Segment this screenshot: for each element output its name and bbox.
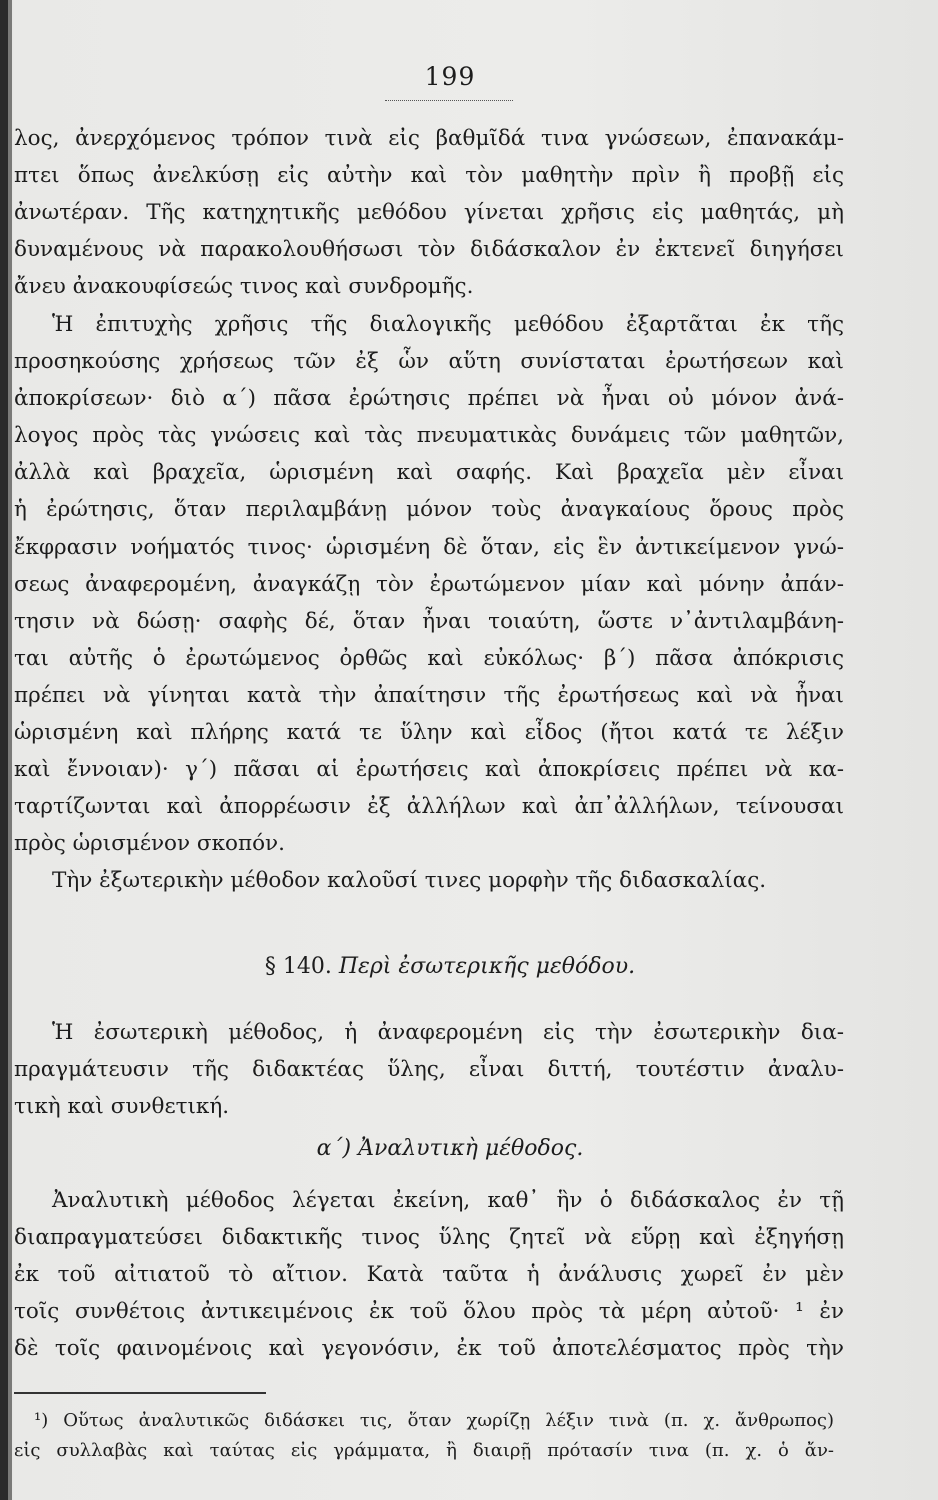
text-line: ἐκ τοῦ αἰτιατοῦ τὸ αἴτιον. Κατὰ ταῦτα ἡ ἀνάλυσις χωρεῖ ἐν μὲν	[14, 1262, 844, 1287]
text-line: Τὴν ἐξωτερικὴν μέθοδον καλοῦσί τινες μορφὴν τῆς διδασκαλίας.	[52, 868, 767, 893]
text-line: καὶ ἔννοιαν)· γ΄) πᾶσαι αἱ ἐρωτήσεις καὶ ἀποκρίσεις πρέπει νὰ κα-	[14, 757, 844, 782]
text-line: ὡρισμένη καὶ πλήρης κατά τε ὕλην καὶ εἶδος (ἤτοι κατά τε λέξιν	[14, 720, 844, 745]
text-line: πρέπει νὰ γίνηται κατὰ τὴν ἀπαίτησιν τῆς ἐρωτήσεως καὶ νὰ ἦναι	[14, 683, 844, 708]
text-line: προσηκούσης χρήσεως τῶν ἐξ ὧν αὕτη συνίσταται ἐρωτήσεων καὶ	[14, 349, 844, 374]
text-line: διαπραγματεύσει διδακτικῆς τινος ὕλης ζητεῖ νὰ εὕρῃ καὶ ἐξηγήσῃ	[14, 1225, 844, 1250]
text-line: ἡ ἐρώτησις, ὅταν περιλαμβάνῃ μόνον τοὺς ἀναγκαίους ὅρους πρὸς	[14, 497, 844, 522]
book-spine-shadow	[0, 0, 8, 1500]
text-line: τησιν νὰ δώσῃ· σαφὴς δέ, ὅταν ἦναι τοιαύτη, ὥστε ν᾽ἀντιλαμβάνη-	[14, 609, 844, 634]
text-line: πτει ὅπως ἀνελκύσῃ εἰς αὐτὴν καὶ τὸν μαθητὴν πρὶν ἢ προβῇ εἰς	[14, 163, 844, 188]
text-line: πρὸς ὡρισμένον σκοπόν.	[14, 831, 285, 856]
text-line: τοῖς συνθέτοις ἀντικειμένοις ἐκ τοῦ ὅλου πρὸς τὰ μέρη αὐτοῦ· ¹ ἐν	[14, 1299, 844, 1324]
text-line: δὲ τοῖς φαινομένοις καὶ γεγονόσιν, ἐκ τοῦ ἀποτελέσματος πρὸς τὴν	[14, 1336, 844, 1361]
text-line: δυναμένους νὰ παρακολουθήσωσι τὸν διδάσκαλον ἐν ἐκτενεῖ διηγήσει	[14, 237, 844, 262]
text-line: Ἀναλυτικὴ μέθοδος λέγεται ἐκείνη, καθ᾽ ἣν ὁ διδάσκαλος ἐν τῇ	[52, 1188, 844, 1213]
page-number-rule	[385, 100, 513, 101]
text-line: ἀλλὰ καὶ βραχεῖα, ὡρισμένη καὶ σαφής. Καὶ βραχεῖα μὲν εἶναι	[14, 460, 844, 485]
text-line: τικὴ καὶ συνθετική.	[14, 1094, 230, 1119]
text-line: πραγμάτευσιν τῆς διδακτέας ὕλης, εἶναι διττή, τουτέστιν ἀναλυ-	[14, 1057, 844, 1082]
text-line: ἄνευ ἀνακουφίσεώς τινος καὶ συνδρομῆς.	[14, 274, 474, 299]
text-line: ταρτίζωνται καὶ ἀπορρέωσιν ἐξ ἀλλήλων καὶ ἀπ᾽ἀλλήλων, τείνουσαι	[14, 794, 844, 819]
book-spine-edge	[8, 0, 12, 1500]
page-number: 199	[424, 62, 476, 91]
text-line: σεως ἀναφερομένη, ἀναγκάζῃ τὸν ἐρωτώμενον μίαν καὶ μόνην ἀπάν-	[14, 572, 844, 597]
footnote-line: εἰς συλλαβὰς καὶ ταύτας εἰς γράμματα, ἢ διαιρῇ πρότασίν τινα (π. χ. ὁ ἄν-	[14, 1440, 834, 1461]
section-title: Περὶ ἐσωτερικῆς μεθόδου.	[338, 954, 636, 979]
text-line: Ἡ ἐπιτυχὴς χρῆσις τῆς διαλογικῆς μεθόδου ἐξαρτᾶται ἐκ τῆς	[52, 312, 844, 337]
text-line: ται αὐτῆς ὁ ἐρωτώμενος ὀρθῶς καὶ εὐκόλως· β΄) πᾶσα ἀπόκρισις	[14, 646, 844, 671]
text-line: ἀποκρίσεων· διὸ α΄) πᾶσα ἐρώτησις πρέπει νὰ ἦναι οὐ μόνον ἀνά-	[14, 386, 844, 411]
text-line: λογος πρὸς τὰς γνώσεις καὶ τὰς πνευματικὰς δυνάμεις τῶν μαθητῶν,	[14, 423, 844, 448]
text-line: ἔκφρασιν νοήματός τινος· ὡρισμένη δὲ ὅταν, εἰς ἓν ἀντικείμενον γνώ-	[14, 535, 844, 560]
section-number: § 140.	[264, 954, 332, 979]
subsection-heading: α΄) Ἀναλυτικὴ μέθοδος.	[316, 1136, 584, 1161]
text-line: λος, ἀνερχόμενος τρόπον τινὰ εἰς βαθμῖδά τινα γνώσεων, ἐπανακάμ-	[14, 126, 844, 151]
footnote-rule	[14, 1392, 266, 1394]
text-line: Ἡ ἐσωτερικὴ μέθοδος, ἡ ἀναφερομένη εἰς τὴν ἐσωτερικὴν δια-	[52, 1020, 844, 1045]
text-line: ἀνωτέραν. Τῆς κατηχητικῆς μεθόδου γίνεται χρῆσις εἰς μαθητάς, μὴ	[14, 200, 844, 225]
section-heading	[0, 952, 900, 982]
footnote-line: ¹) Οὕτως ἀναλυτικῶς διδάσκει τις, ὅταν χωρίζῃ λέξιν τινὰ (π. χ. ἄνθρωπος)	[34, 1410, 834, 1431]
